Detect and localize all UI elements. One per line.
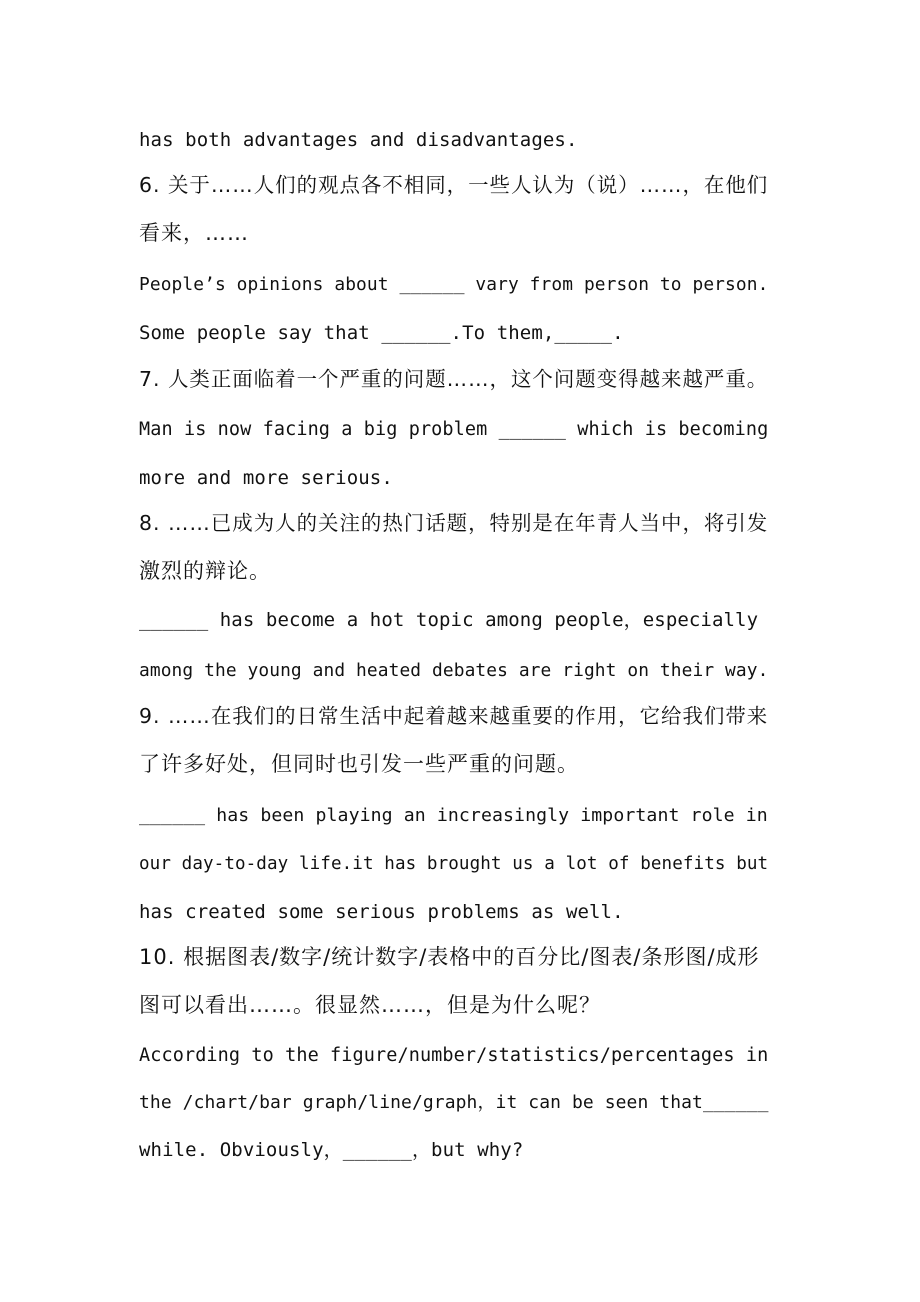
item-9-english-line-2: our day-to-day life.it has brought us a lot of benefits but [139, 854, 769, 874]
item-9-chinese-line-1: 9. ……在我们的日常生活中起着越来越重要的作用，它给我们带来 [139, 704, 769, 728]
item-10-english-line-3: while. Obviously，______，but why? [139, 1139, 524, 1161]
item-7-chinese-line-1: 7. 人类正面临着一个严重的问题……，这个问题变得越来越严重。 [139, 367, 769, 391]
item-6-english-line-1: People’s opinions about ______ vary from person to person. [139, 274, 769, 295]
text-line-1: has both advantages and disadvantages. [139, 129, 578, 151]
item-6-english-line-2: Some people say that ______.To them,_____. [139, 322, 624, 344]
item-8-english-line-2: among the young and heated debates are right on their way. [139, 660, 769, 681]
item-6-chinese-line-2: 看来，…… [139, 221, 249, 245]
item-8-chinese-line-1: 8. ……已成为人的关注的热门话题，特别是在年青人当中，将引发 [139, 511, 769, 535]
item-10-chinese-line-2: 图可以看出……。很显然……，但是为什么呢？ [139, 993, 601, 1017]
item-9-chinese-line-2: 了许多好处，但同时也引发一些严重的问题。 [139, 752, 579, 776]
item-6-chinese-line-1: 6. 关于……人们的观点各不相同，一些人认为（说）……，在他们 [139, 173, 769, 197]
item-10-english-line-1: According to the figure/number/statistics/percentages in [139, 1045, 769, 1066]
item-7-english-line-1: Man is now facing a big problem ______ which is becoming [139, 419, 769, 440]
item-7-english-line-2: more and more serious. [139, 467, 393, 489]
item-10-english-line-2: the /chart/bar graph/line/graph，it can be seen that______ [139, 1092, 769, 1113]
item-10-chinese-line-1: 10. 根据图表/数字/统计数字/表格中的百分比/图表/条形图/成形 [139, 945, 760, 969]
item-8-english-line-1: ______ has become a hot topic among people，especially [139, 609, 759, 631]
item-8-chinese-line-2: 激烈的辩论。 [139, 559, 271, 583]
item-9-english-line-1: ______ has been playing an increasingly important role in [139, 805, 768, 826]
item-9-english-line-3: has created some serious problems as well. [139, 901, 624, 923]
